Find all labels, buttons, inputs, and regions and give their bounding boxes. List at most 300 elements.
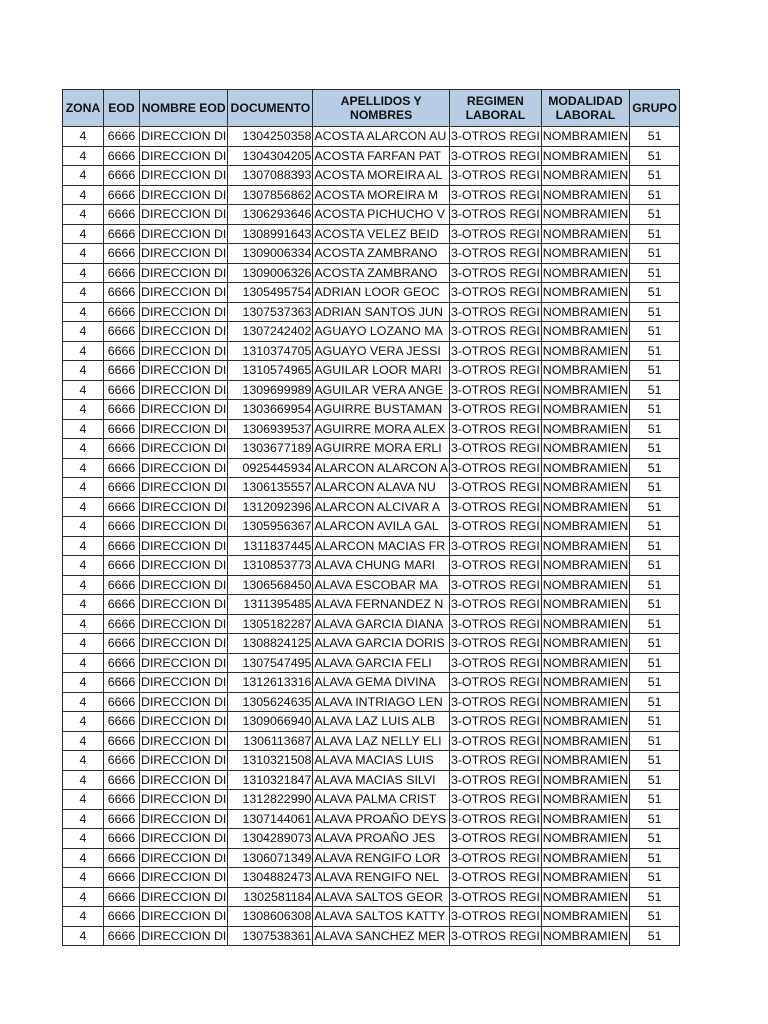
cell-zona: 4 xyxy=(63,224,104,244)
cell-eod: 6666 xyxy=(104,400,140,420)
cell-apellidos: ALAVA MACIAS LUIS xyxy=(313,751,450,771)
cell-documento: 1309006334 xyxy=(228,244,313,264)
cell-apellidos: ALAVA CHUNG MARI xyxy=(313,556,450,576)
table-row xyxy=(63,517,680,537)
cell-nombre-eod: DIRECCION DI xyxy=(140,497,228,517)
header-row xyxy=(63,90,680,127)
table-row xyxy=(63,244,680,264)
cell-zona: 4 xyxy=(63,322,104,342)
cell-nombre-eod: DIRECCION DI xyxy=(140,614,228,634)
cell-modalidad: NOMBRAMIEN xyxy=(541,419,629,439)
cell-apellidos: ALAVA RENGIFO NEL xyxy=(313,868,450,888)
cell-grupo: 51 xyxy=(630,400,680,420)
table-row xyxy=(63,185,680,205)
cell-apellidos: ALAVA RENGIFO LOR xyxy=(313,848,450,868)
employee-table xyxy=(62,89,680,946)
cell-regimen: 3-OTROS REGI xyxy=(449,770,541,790)
cell-documento: 1310574965 xyxy=(228,361,313,381)
cell-zona: 4 xyxy=(63,790,104,810)
cell-modalidad: NOMBRAMIEN xyxy=(541,595,629,615)
cell-regimen: 3-OTROS REGI xyxy=(449,478,541,498)
cell-eod: 6666 xyxy=(104,926,140,946)
cell-grupo: 51 xyxy=(630,517,680,537)
cell-documento: 1308824125 xyxy=(228,634,313,654)
cell-grupo: 51 xyxy=(630,790,680,810)
cell-apellidos: ALARCON ALAVA NU xyxy=(313,478,450,498)
cell-documento: 1311395485 xyxy=(228,595,313,615)
cell-zona: 4 xyxy=(63,907,104,927)
cell-modalidad: NOMBRAMIEN xyxy=(541,185,629,205)
cell-nombre-eod: DIRECCION DI xyxy=(140,341,228,361)
cell-nombre-eod: DIRECCION DI xyxy=(140,244,228,264)
cell-nombre-eod: DIRECCION DI xyxy=(140,439,228,459)
header-grupo: GRUPO xyxy=(630,90,680,127)
cell-documento: 1304289073 xyxy=(228,829,313,849)
cell-eod: 6666 xyxy=(104,809,140,829)
cell-nombre-eod: DIRECCION DI xyxy=(140,751,228,771)
table-row xyxy=(63,634,680,654)
cell-modalidad: NOMBRAMIEN xyxy=(541,907,629,927)
cell-regimen: 3-OTROS REGI xyxy=(449,244,541,264)
table-row xyxy=(63,302,680,322)
cell-zona: 4 xyxy=(63,361,104,381)
cell-grupo: 51 xyxy=(630,673,680,693)
cell-apellidos: ACOSTA ZAMBRANO xyxy=(313,263,450,283)
cell-eod: 6666 xyxy=(104,848,140,868)
cell-grupo: 51 xyxy=(630,224,680,244)
cell-grupo: 51 xyxy=(630,322,680,342)
table-row xyxy=(63,419,680,439)
cell-nombre-eod: DIRECCION DI xyxy=(140,575,228,595)
cell-regimen: 3-OTROS REGI xyxy=(449,166,541,186)
cell-modalidad: NOMBRAMIEN xyxy=(541,887,629,907)
cell-regimen: 3-OTROS REGI xyxy=(449,731,541,751)
cell-documento: 1305182287 xyxy=(228,614,313,634)
cell-regimen: 3-OTROS REGI xyxy=(449,712,541,732)
cell-eod: 6666 xyxy=(104,166,140,186)
cell-modalidad: NOMBRAMIEN xyxy=(541,146,629,166)
cell-nombre-eod: DIRECCION DI xyxy=(140,517,228,537)
cell-nombre-eod: DIRECCION DI xyxy=(140,653,228,673)
cell-regimen: 3-OTROS REGI xyxy=(449,302,541,322)
cell-regimen: 3-OTROS REGI xyxy=(449,380,541,400)
table-row xyxy=(63,770,680,790)
cell-zona: 4 xyxy=(63,751,104,771)
cell-zona: 4 xyxy=(63,302,104,322)
cell-nombre-eod: DIRECCION DI xyxy=(140,302,228,322)
cell-modalidad: NOMBRAMIEN xyxy=(541,848,629,868)
cell-nombre-eod: DIRECCION DI xyxy=(140,400,228,420)
cell-zona: 4 xyxy=(63,653,104,673)
cell-eod: 6666 xyxy=(104,731,140,751)
cell-regimen: 3-OTROS REGI xyxy=(449,634,541,654)
cell-apellidos: ALAVA INTRIAGO LEN xyxy=(313,692,450,712)
cell-zona: 4 xyxy=(63,634,104,654)
table-row xyxy=(63,868,680,888)
cell-zona: 4 xyxy=(63,848,104,868)
cell-documento: 1310321847 xyxy=(228,770,313,790)
table-row xyxy=(63,751,680,771)
header-zona: ZONA xyxy=(63,90,104,127)
cell-zona: 4 xyxy=(63,575,104,595)
cell-eod: 6666 xyxy=(104,263,140,283)
cell-eod: 6666 xyxy=(104,244,140,264)
table-row xyxy=(63,478,680,498)
table-row xyxy=(63,458,680,478)
cell-zona: 4 xyxy=(63,400,104,420)
table-row xyxy=(63,614,680,634)
cell-zona: 4 xyxy=(63,868,104,888)
cell-documento: 1306293646 xyxy=(228,205,313,225)
cell-documento: 1309006326 xyxy=(228,263,313,283)
cell-grupo: 51 xyxy=(630,536,680,556)
cell-apellidos: ALAVA LAZ LUIS ALB xyxy=(313,712,450,732)
cell-nombre-eod: DIRECCION DI xyxy=(140,692,228,712)
cell-modalidad: NOMBRAMIEN xyxy=(541,517,629,537)
cell-regimen: 3-OTROS REGI xyxy=(449,848,541,868)
cell-nombre-eod: DIRECCION DI xyxy=(140,634,228,654)
cell-zona: 4 xyxy=(63,185,104,205)
cell-apellidos: AGUIRRE MORA ALEX xyxy=(313,419,450,439)
cell-modalidad: NOMBRAMIEN xyxy=(541,751,629,771)
cell-eod: 6666 xyxy=(104,224,140,244)
cell-documento: 1303669954 xyxy=(228,400,313,420)
table-row xyxy=(63,809,680,829)
cell-grupo: 51 xyxy=(630,692,680,712)
cell-nombre-eod: DIRECCION DI xyxy=(140,926,228,946)
cell-nombre-eod: DIRECCION DI xyxy=(140,536,228,556)
cell-eod: 6666 xyxy=(104,712,140,732)
cell-apellidos: ALAVA ESCOBAR MA xyxy=(313,575,450,595)
cell-regimen: 3-OTROS REGI xyxy=(449,575,541,595)
cell-modalidad: NOMBRAMIEN xyxy=(541,829,629,849)
cell-zona: 4 xyxy=(63,166,104,186)
cell-eod: 6666 xyxy=(104,614,140,634)
cell-grupo: 51 xyxy=(630,907,680,927)
cell-documento: 1309699989 xyxy=(228,380,313,400)
cell-zona: 4 xyxy=(63,673,104,693)
cell-nombre-eod: DIRECCION DI xyxy=(140,868,228,888)
cell-eod: 6666 xyxy=(104,556,140,576)
cell-documento: 1307144061 xyxy=(228,809,313,829)
cell-zona: 4 xyxy=(63,692,104,712)
cell-regimen: 3-OTROS REGI xyxy=(449,283,541,303)
cell-apellidos: AGUILAR VERA ANGE xyxy=(313,380,450,400)
cell-documento: 1304304205 xyxy=(228,146,313,166)
cell-grupo: 51 xyxy=(630,653,680,673)
cell-grupo: 51 xyxy=(630,302,680,322)
cell-apellidos: ALAVA FERNANDEZ N xyxy=(313,595,450,615)
cell-documento: 1311837445 xyxy=(228,536,313,556)
cell-eod: 6666 xyxy=(104,478,140,498)
cell-eod: 6666 xyxy=(104,595,140,615)
cell-apellidos: AGUAYO VERA JESSI xyxy=(313,341,450,361)
cell-nombre-eod: DIRECCION DI xyxy=(140,790,228,810)
cell-nombre-eod: DIRECCION DI xyxy=(140,283,228,303)
cell-nombre-eod: DIRECCION DI xyxy=(140,770,228,790)
cell-eod: 6666 xyxy=(104,283,140,303)
cell-grupo: 51 xyxy=(630,848,680,868)
cell-apellidos: AGUAYO LOZANO MA xyxy=(313,322,450,342)
cell-documento: 1310853773 xyxy=(228,556,313,576)
cell-regimen: 3-OTROS REGI xyxy=(449,185,541,205)
cell-regimen: 3-OTROS REGI xyxy=(449,751,541,771)
header-eod: EOD xyxy=(104,90,140,127)
cell-documento: 1306071349 xyxy=(228,848,313,868)
cell-modalidad: NOMBRAMIEN xyxy=(541,673,629,693)
cell-grupo: 51 xyxy=(630,458,680,478)
cell-modalidad: NOMBRAMIEN xyxy=(541,380,629,400)
cell-apellidos: ACOSTA FARFAN PAT xyxy=(313,146,450,166)
cell-regimen: 3-OTROS REGI xyxy=(449,829,541,849)
cell-apellidos: ALARCON ALARCON A xyxy=(313,458,450,478)
cell-eod: 6666 xyxy=(104,185,140,205)
cell-apellidos: ALAVA GARCIA FELI xyxy=(313,653,450,673)
cell-modalidad: NOMBRAMIEN xyxy=(541,653,629,673)
cell-grupo: 51 xyxy=(630,556,680,576)
cell-zona: 4 xyxy=(63,341,104,361)
cell-grupo: 51 xyxy=(630,887,680,907)
cell-regimen: 3-OTROS REGI xyxy=(449,926,541,946)
cell-zona: 4 xyxy=(63,829,104,849)
cell-documento: 1312822990 xyxy=(228,790,313,810)
cell-eod: 6666 xyxy=(104,361,140,381)
cell-documento: 1307538361 xyxy=(228,926,313,946)
cell-grupo: 51 xyxy=(630,634,680,654)
cell-nombre-eod: DIRECCION DI xyxy=(140,478,228,498)
cell-zona: 4 xyxy=(63,497,104,517)
cell-eod: 6666 xyxy=(104,419,140,439)
cell-apellidos: ALAVA PROAÑO JES xyxy=(313,829,450,849)
table-row xyxy=(63,166,680,186)
cell-documento: 1305956367 xyxy=(228,517,313,537)
header-regimen: REGIMEN LABORAL xyxy=(449,90,541,127)
cell-eod: 6666 xyxy=(104,146,140,166)
cell-apellidos: ALAVA GARCIA DORIS xyxy=(313,634,450,654)
cell-grupo: 51 xyxy=(630,829,680,849)
cell-documento: 1304250358 xyxy=(228,127,313,147)
cell-modalidad: NOMBRAMIEN xyxy=(541,692,629,712)
cell-regimen: 3-OTROS REGI xyxy=(449,907,541,927)
cell-regimen: 3-OTROS REGI xyxy=(449,205,541,225)
cell-zona: 4 xyxy=(63,283,104,303)
cell-zona: 4 xyxy=(63,244,104,264)
table-row xyxy=(63,848,680,868)
cell-apellidos: ALAVA SALTOS KATTY xyxy=(313,907,450,927)
table-row xyxy=(63,497,680,517)
cell-apellidos: ACOSTA ALARCON AU xyxy=(313,127,450,147)
cell-zona: 4 xyxy=(63,458,104,478)
cell-nombre-eod: DIRECCION DI xyxy=(140,809,228,829)
cell-nombre-eod: DIRECCION DI xyxy=(140,731,228,751)
cell-modalidad: NOMBRAMIEN xyxy=(541,868,629,888)
cell-documento: 1306113687 xyxy=(228,731,313,751)
cell-modalidad: NOMBRAMIEN xyxy=(541,926,629,946)
cell-grupo: 51 xyxy=(630,809,680,829)
cell-regimen: 3-OTROS REGI xyxy=(449,146,541,166)
table-row xyxy=(63,263,680,283)
cell-grupo: 51 xyxy=(630,283,680,303)
cell-nombre-eod: DIRECCION DI xyxy=(140,848,228,868)
table-row xyxy=(63,712,680,732)
cell-documento: 1308606308 xyxy=(228,907,313,927)
cell-documento: 1307856862 xyxy=(228,185,313,205)
cell-grupo: 51 xyxy=(630,263,680,283)
cell-regimen: 3-OTROS REGI xyxy=(449,224,541,244)
cell-apellidos: ACOSTA PICHUCHO V xyxy=(313,205,450,225)
table-row xyxy=(63,322,680,342)
cell-grupo: 51 xyxy=(630,146,680,166)
cell-eod: 6666 xyxy=(104,127,140,147)
cell-regimen: 3-OTROS REGI xyxy=(449,400,541,420)
cell-zona: 4 xyxy=(63,712,104,732)
table-row xyxy=(63,692,680,712)
cell-regimen: 3-OTROS REGI xyxy=(449,673,541,693)
cell-grupo: 51 xyxy=(630,926,680,946)
cell-apellidos: ALAVA PALMA CRIST xyxy=(313,790,450,810)
cell-modalidad: NOMBRAMIEN xyxy=(541,439,629,459)
cell-apellidos: ALAVA MACIAS SILVI xyxy=(313,770,450,790)
cell-modalidad: NOMBRAMIEN xyxy=(541,497,629,517)
cell-documento: 1306568450 xyxy=(228,575,313,595)
table-row xyxy=(63,439,680,459)
cell-nombre-eod: DIRECCION DI xyxy=(140,185,228,205)
cell-modalidad: NOMBRAMIEN xyxy=(541,790,629,810)
cell-regimen: 3-OTROS REGI xyxy=(449,263,541,283)
cell-grupo: 51 xyxy=(630,595,680,615)
cell-eod: 6666 xyxy=(104,205,140,225)
table-row xyxy=(63,575,680,595)
cell-zona: 4 xyxy=(63,419,104,439)
cell-zona: 4 xyxy=(63,536,104,556)
cell-eod: 6666 xyxy=(104,322,140,342)
cell-modalidad: NOMBRAMIEN xyxy=(541,575,629,595)
cell-modalidad: NOMBRAMIEN xyxy=(541,809,629,829)
cell-modalidad: NOMBRAMIEN xyxy=(541,244,629,264)
cell-regimen: 3-OTROS REGI xyxy=(449,868,541,888)
cell-eod: 6666 xyxy=(104,634,140,654)
cell-documento: 1306135557 xyxy=(228,478,313,498)
cell-documento: 1307537363 xyxy=(228,302,313,322)
cell-modalidad: NOMBRAMIEN xyxy=(541,205,629,225)
cell-regimen: 3-OTROS REGI xyxy=(449,361,541,381)
cell-eod: 6666 xyxy=(104,439,140,459)
cell-modalidad: NOMBRAMIEN xyxy=(541,400,629,420)
cell-eod: 6666 xyxy=(104,868,140,888)
cell-regimen: 3-OTROS REGI xyxy=(449,692,541,712)
header-modalidad: MODALIDAD LABORAL xyxy=(541,90,629,127)
cell-modalidad: NOMBRAMIEN xyxy=(541,712,629,732)
cell-nombre-eod: DIRECCION DI xyxy=(140,127,228,147)
cell-regimen: 3-OTROS REGI xyxy=(449,536,541,556)
cell-apellidos: ALARCON MACIAS FR xyxy=(313,536,450,556)
cell-modalidad: NOMBRAMIEN xyxy=(541,361,629,381)
cell-eod: 6666 xyxy=(104,517,140,537)
cell-documento: 1306939537 xyxy=(228,419,313,439)
cell-grupo: 51 xyxy=(630,497,680,517)
cell-regimen: 3-OTROS REGI xyxy=(449,458,541,478)
cell-eod: 6666 xyxy=(104,829,140,849)
cell-eod: 6666 xyxy=(104,458,140,478)
table-row xyxy=(63,907,680,927)
cell-regimen: 3-OTROS REGI xyxy=(449,497,541,517)
cell-apellidos: ADRIAN SANTOS JUN xyxy=(313,302,450,322)
cell-documento: 1302581184 xyxy=(228,887,313,907)
cell-eod: 6666 xyxy=(104,692,140,712)
table-row xyxy=(63,400,680,420)
cell-documento: 1312092396 xyxy=(228,497,313,517)
cell-documento: 1307088393 xyxy=(228,166,313,186)
cell-nombre-eod: DIRECCION DI xyxy=(140,146,228,166)
cell-eod: 6666 xyxy=(104,380,140,400)
cell-grupo: 51 xyxy=(630,361,680,381)
cell-grupo: 51 xyxy=(630,185,680,205)
cell-apellidos: AGUILAR LOOR MARI xyxy=(313,361,450,381)
header-documento: DOCUMENTO xyxy=(228,90,313,127)
cell-nombre-eod: DIRECCION DI xyxy=(140,887,228,907)
cell-grupo: 51 xyxy=(630,380,680,400)
cell-eod: 6666 xyxy=(104,497,140,517)
cell-regimen: 3-OTROS REGI xyxy=(449,595,541,615)
cell-apellidos: ACOSTA VELEZ BEID xyxy=(313,224,450,244)
cell-zona: 4 xyxy=(63,517,104,537)
cell-apellidos: ACOSTA MOREIRA M xyxy=(313,185,450,205)
cell-zona: 4 xyxy=(63,887,104,907)
cell-documento: 1310374705 xyxy=(228,341,313,361)
table-row xyxy=(63,790,680,810)
cell-grupo: 51 xyxy=(630,166,680,186)
cell-apellidos: ALAVA GEMA DIVINA xyxy=(313,673,450,693)
cell-apellidos: ALAVA LAZ NELLY ELI xyxy=(313,731,450,751)
cell-documento: 1305495754 xyxy=(228,283,313,303)
cell-zona: 4 xyxy=(63,380,104,400)
cell-eod: 6666 xyxy=(104,751,140,771)
cell-grupo: 51 xyxy=(630,478,680,498)
cell-regimen: 3-OTROS REGI xyxy=(449,887,541,907)
cell-zona: 4 xyxy=(63,439,104,459)
table-row xyxy=(63,146,680,166)
cell-modalidad: NOMBRAMIEN xyxy=(541,614,629,634)
cell-nombre-eod: DIRECCION DI xyxy=(140,205,228,225)
cell-eod: 6666 xyxy=(104,887,140,907)
cell-modalidad: NOMBRAMIEN xyxy=(541,478,629,498)
cell-grupo: 51 xyxy=(630,244,680,264)
cell-eod: 6666 xyxy=(104,770,140,790)
cell-documento: 1307547495 xyxy=(228,653,313,673)
cell-modalidad: NOMBRAMIEN xyxy=(541,283,629,303)
cell-documento: 1305624635 xyxy=(228,692,313,712)
cell-zona: 4 xyxy=(63,809,104,829)
cell-modalidad: NOMBRAMIEN xyxy=(541,458,629,478)
cell-documento: 1307242402 xyxy=(228,322,313,342)
cell-nombre-eod: DIRECCION DI xyxy=(140,907,228,927)
cell-modalidad: NOMBRAMIEN xyxy=(541,166,629,186)
cell-eod: 6666 xyxy=(104,673,140,693)
cell-eod: 6666 xyxy=(104,575,140,595)
table-row xyxy=(63,380,680,400)
cell-zona: 4 xyxy=(63,926,104,946)
cell-eod: 6666 xyxy=(104,302,140,322)
cell-apellidos: ACOSTA MOREIRA AL xyxy=(313,166,450,186)
cell-nombre-eod: DIRECCION DI xyxy=(140,556,228,576)
cell-zona: 4 xyxy=(63,595,104,615)
cell-documento: 0925445934 xyxy=(228,458,313,478)
cell-grupo: 51 xyxy=(630,205,680,225)
cell-modalidad: NOMBRAMIEN xyxy=(541,263,629,283)
cell-regimen: 3-OTROS REGI xyxy=(449,790,541,810)
table-row xyxy=(63,536,680,556)
cell-zona: 4 xyxy=(63,556,104,576)
